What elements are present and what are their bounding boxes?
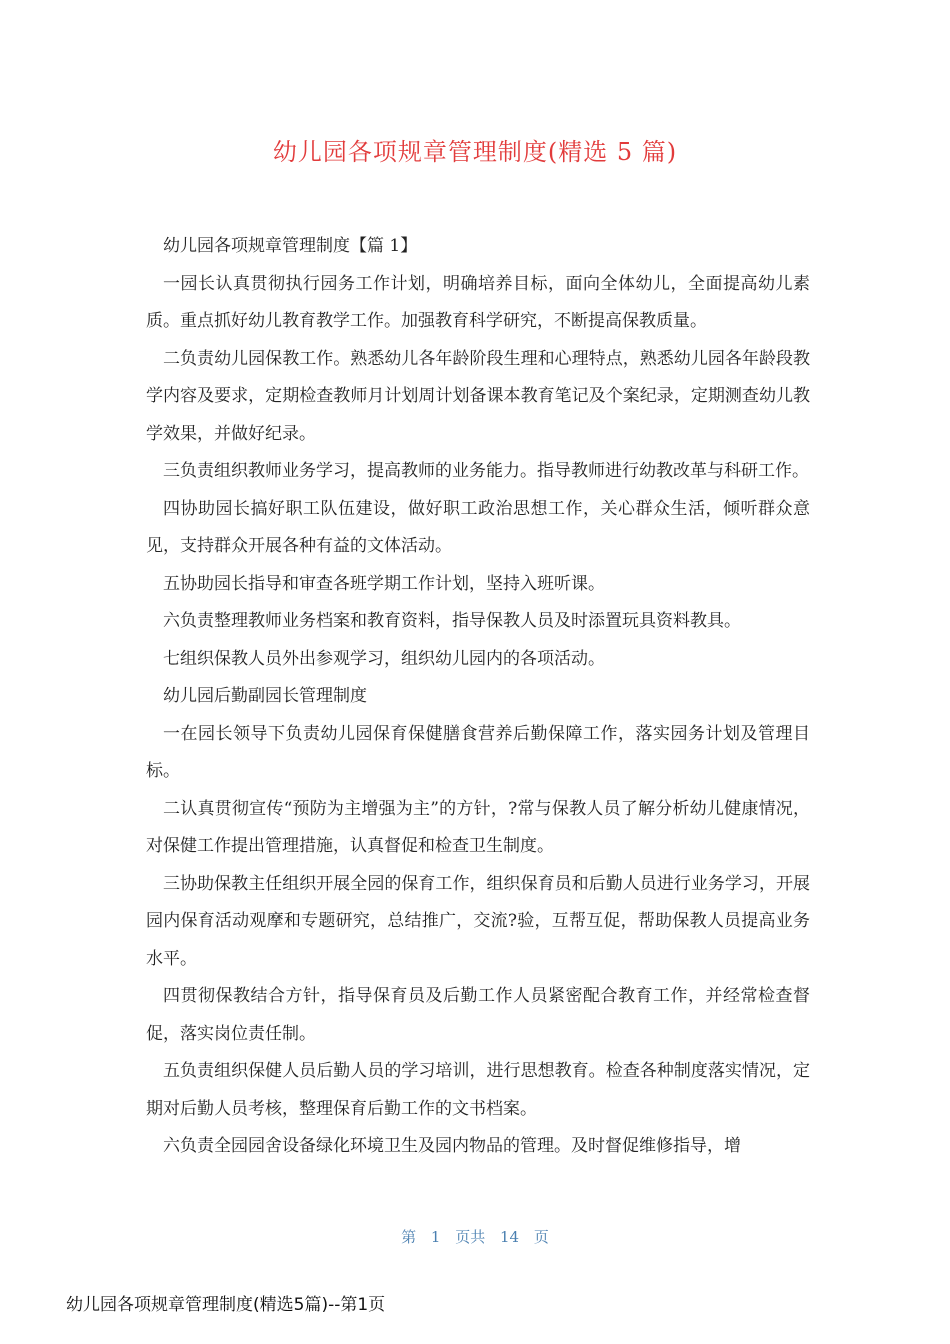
document-body <box>146 228 810 1166</box>
paragraph: 五负责组织保健人员后勤人员的学习培训，进行思想教育。检查各种制度落实情况，定期对后勤人员考核，整理保育后勤工作的文书档案。 <box>146 1061 810 1119</box>
section-heading: 幼儿园后勤副园长管理制度 <box>163 686 367 706</box>
paragraph: 六负责全园园舍设备绿化环境卫生及园内物品的管理。及时督促维修指导，增 <box>163 1136 741 1156</box>
paragraph: 七组织保教人员外出参观学习，组织幼儿园内的各项活动。 <box>163 648 605 669</box>
paragraph: 三负责组织教师业务学习，提高教师的业务能力。指导教师进行幼教改革与科研工作。 <box>163 461 809 481</box>
paragraph: 六负责整理教师业务档案和教育资料，指导保教人员及时添置玩具资料教具。 <box>163 611 741 631</box>
page-title: 幼儿园各项规章管理制度(精选 5 篇) <box>272 138 678 166</box>
paragraph: 三协助保教主任组织开展全园的保育工作，组织保育员和后勤人员进行业务学习，开展园内保育活动观摩和专题研究，总结推广，交流?验，互帮互促，帮助保教人员提高业务水平。 <box>146 873 810 969</box>
document-caption: 幼儿园各项规章管理制度(精选5篇)--第1页 <box>66 1295 386 1315</box>
section-heading: 幼儿园各项规章管理制度【篇 1】 <box>163 236 418 256</box>
paragraph: 二负责幼儿园保教工作。熟悉幼儿各年龄阶段生理和心理特点，熟悉幼儿园各年龄段教学内容及要求，定期检查教师月计划周计划备课本教育笔记及个案纪录，定期测查幼儿教学效果，并做好纪录。 <box>146 348 810 444</box>
paragraph: 四协助园长搞好职工队伍建设，做好职工政治思想工作，关心群众生活，倾听群众意见，支持群众开展各种有益的文体活动。 <box>146 498 810 556</box>
page-number-footer: 第 1 页共 14 页 <box>401 1228 549 1246</box>
paragraph: 四贯彻保教结合方针，指导保育员及后勤工作人员紧密配合教育工作，并经常检查督促，落实岗位责任制。 <box>146 986 810 1044</box>
paragraph: 一在园长领导下负责幼儿园保育保健膳食营养后勤保障工作，落实园务计划及管理目标。 <box>146 723 810 781</box>
paragraph: 二认真贯彻宣传“预防为主增强为主”的方针，?常与保教人员了解分析幼儿健康情况，对保健工作提出管理措施，认真督促和检查卫生制度。 <box>146 798 810 856</box>
paragraph: 一园长认真贯彻执行园务工作计划，明确培养目标，面向全体幼儿，全面提高幼儿素质。重点抓好幼儿教育教学工作。加强教育科学研究，不断提高保教质量。 <box>146 273 810 331</box>
paragraph: 五协助园长指导和审查各班学期工作计划，坚持入班听课。 <box>163 573 605 594</box>
